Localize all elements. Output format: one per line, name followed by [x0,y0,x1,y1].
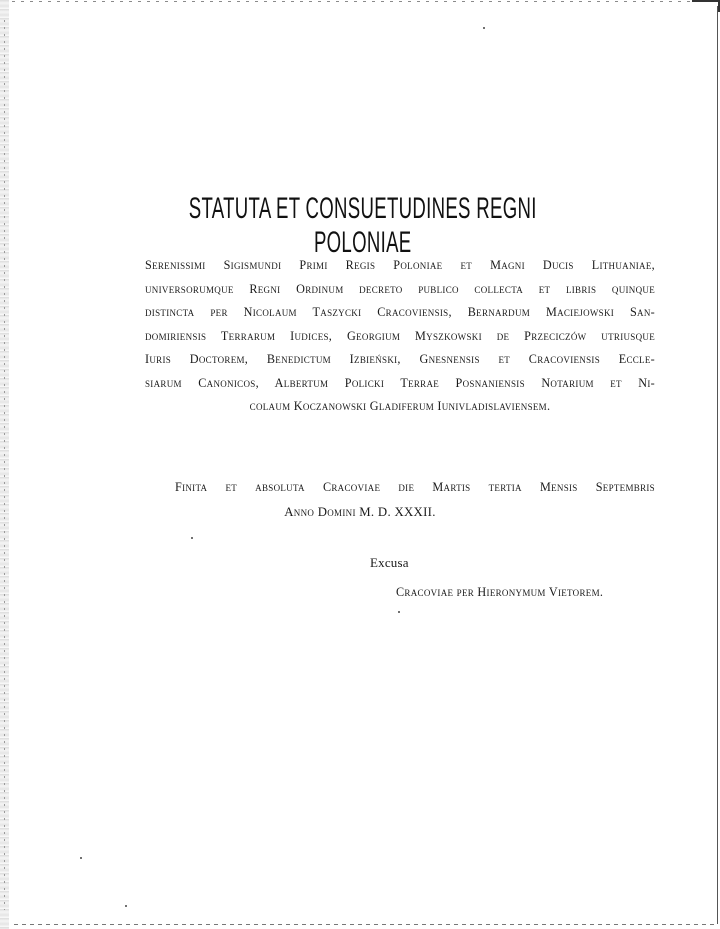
body-line: distincta per Nicolaum Taszycki Cracoviensis, Bernardum Maciejowski San- [145,305,655,319]
body-paragraph [145,254,655,419]
scan-speck [483,27,485,29]
scan-right-edge [717,6,718,924]
scan-speck [191,537,193,539]
body-line: universorumque Regni Ordinum decreto publico collecta et libris quinque [145,281,655,296]
scan-left-edge-line [4,20,5,910]
body-line: Iuris Doctorem, Benedictum Izbieński, Gnesnensis et Cracoviensis Eccle- [145,352,655,366]
scan-speck [125,905,127,907]
colophon-printer: Cracoviae per Hieronymum Vietorem. [396,585,604,599]
scan-speck [80,857,82,859]
body-line: siarum Canonicos, Albertum Policki Terrae Posnaniensis Notarium et Ni- [145,375,655,390]
colophon-excusa: Excusa [370,555,409,570]
body-line: domiriensis Terrarum Iudices, Georgium Myszkowski de Przeciczów utriusque [145,328,655,343]
body-line: colaum Koczanowski Gladiferum Iunivladislaviensem. [249,399,551,413]
colophon-finita: Finita et absoluta Cracoviae die Martis tertia Mensis Septembris [175,480,655,494]
page-title: STATUTA ET CONSUETUDINES REGNI POLONIAE [188,192,537,259]
scan-speck [398,611,400,613]
scan-corner-mark [692,0,720,12]
body-line: Serenissimi Sigismundi Primi Regis Poloniae et Magni Ducis Lithuaniae, [145,258,655,272]
colophon-anno: Anno Domini M. D. XXXII. [284,505,436,519]
scan-top-edge [12,1,702,2]
scan-bottom-edge [14,924,714,925]
